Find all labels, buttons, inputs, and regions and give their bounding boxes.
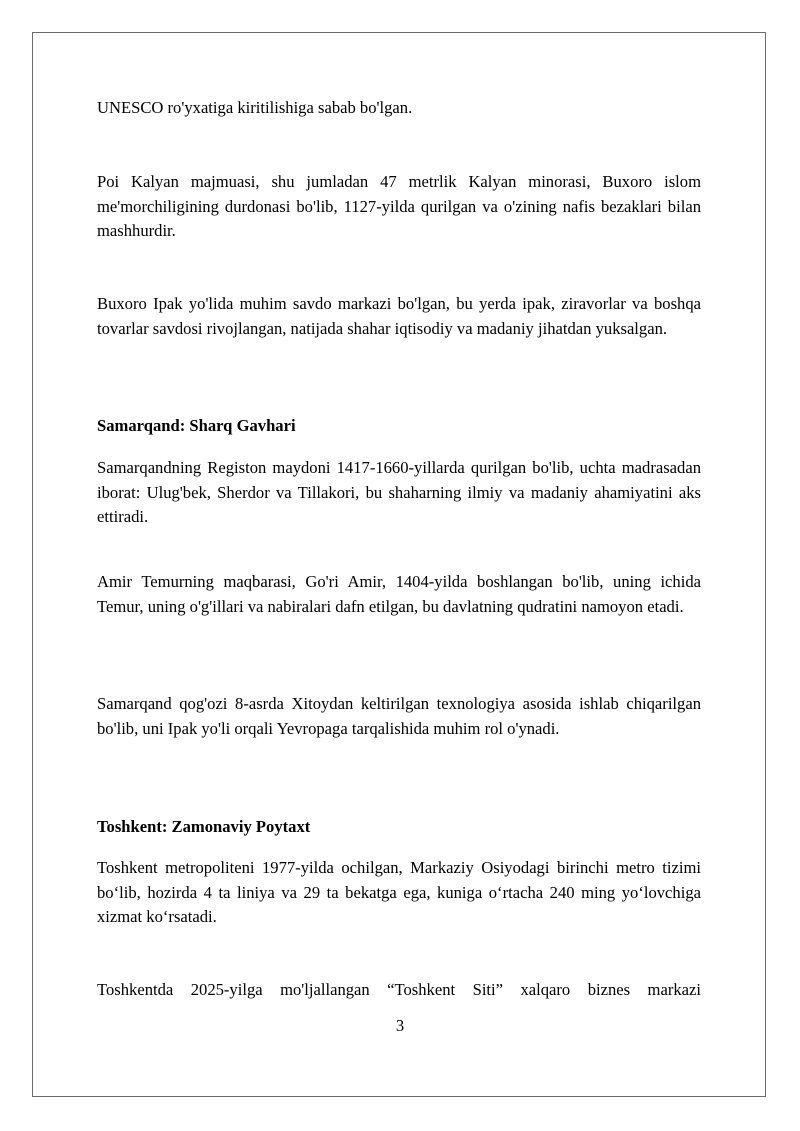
paragraph-toshkent-siti: Toshkentda 2025-yilga mo'ljallangan “Toshkent Siti” xalqaro biznes markazi (97, 980, 701, 999)
paragraph-buxoro-ipak-yoli: Buxoro Ipak yo'lida muhim savdo markazi bo'lgan, bu yerda ipak, ziravorlar va boshqa tovarlar savdosi rivojlangan, natijada shahar iqtisodiy va madaniy jihatdan yuksalgan. (97, 294, 701, 338)
paragraph-toshkent-metro: Toshkent metropoliteni 1977-yilda ochilgan, Markaziy Osiyodagi birinchi metro tizimi bo‘lib, hozirda 4 ta liniya va 29 ta bekatga ega, kuniga o‘rtacha 240 ming yo‘lovchiga xizmat ko‘rsatadi. (97, 858, 701, 926)
paragraph-samarqand-qogozi: Samarqand qog'ozi 8-asrda Xitoydan keltirilgan texnologiya asosida ishlab chiqarilgan bo'lib, uni Ipak yo'li orqali Yevropaga tarqalishida muhim rol o'ynadi. (97, 694, 701, 738)
page-number: 3 (395, 1016, 405, 1035)
paragraph-registon: Samarqandning Registon maydoni 1417-1660-yillarda qurilgan bo'lib, uchta madrasadan iborat: Ulug'bek, Sherdor va Tillakori, bu shaharning ilmiy va madaniy ahamiyatini aks ettiradi. (97, 458, 701, 526)
paragraph-gori-amir: Amir Temurning maqbarasi, Go'ri Amir, 1404-yilda boshlangan bo'lib, uning ichida Temur, uning o'g'illari va nabiralari dafn etilgan, bu davlatning qudratini namoyon etadi. (97, 572, 701, 616)
section-heading-toshkent: Toshkent: Zamonaviy Poytaxt (97, 817, 311, 836)
section-heading-samarqand: Samarqand: Sharq Gavhari (97, 416, 296, 435)
paragraph-unesco: UNESCO ro'yxatiga kiritilishiga sabab bo'lgan. (97, 98, 413, 117)
paragraph-poi-kalyan: Poi Kalyan majmuasi, shu jumladan 47 metrlik Kalyan minorasi, Buxoro islom me'morchiligining durdonasi bo'lib, 1127-yilda qurilgan va o'zining nafis bezaklari bilan mashhurdir. (97, 172, 701, 240)
